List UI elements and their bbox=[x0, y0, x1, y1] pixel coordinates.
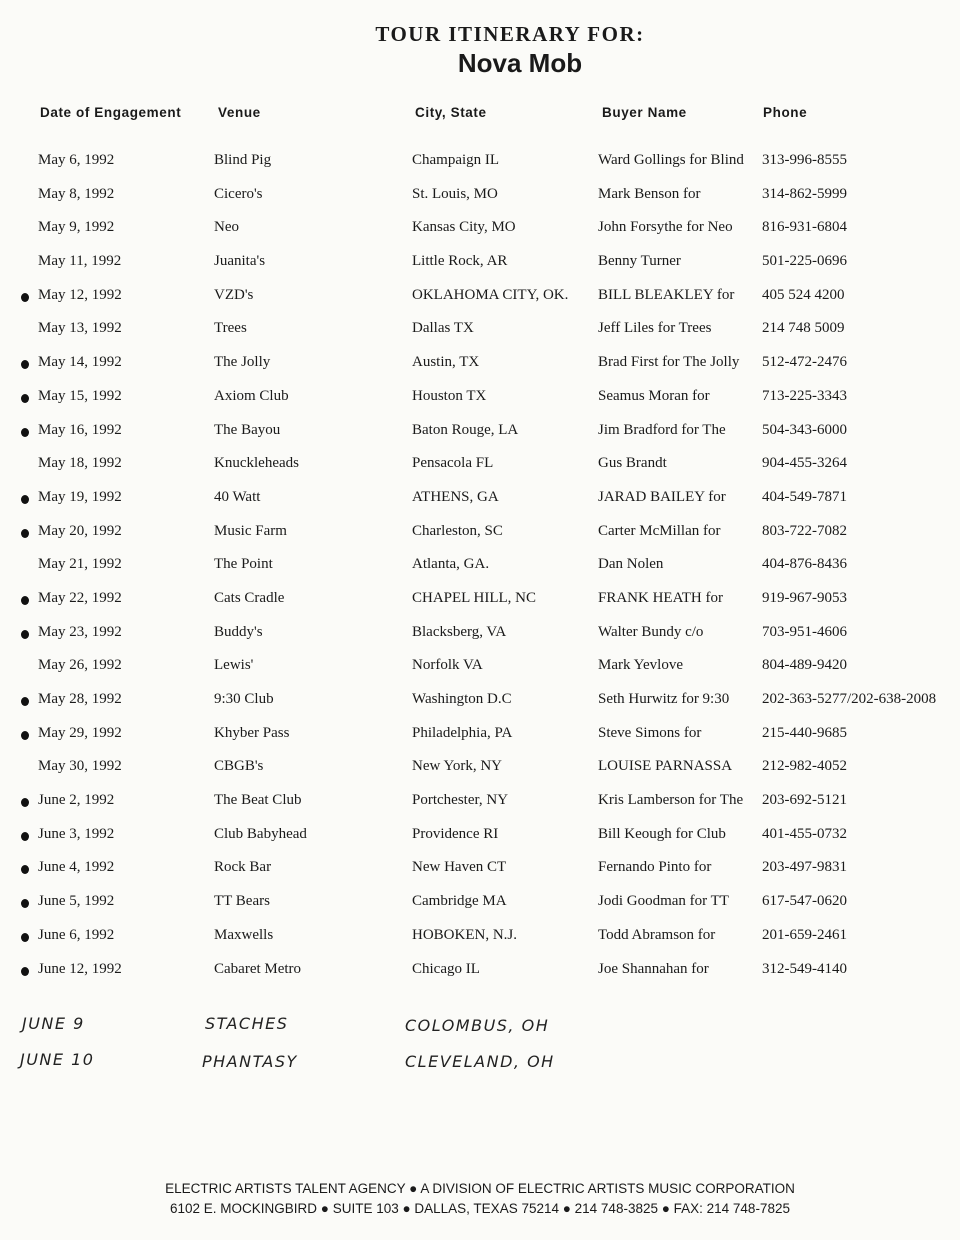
city-state: Portchester, NY bbox=[412, 792, 509, 809]
venue-name: Trees bbox=[214, 320, 247, 337]
phone-number: 212-982-4052 bbox=[762, 758, 847, 775]
phone-number: 713-225-3343 bbox=[762, 387, 847, 404]
buyer-name: Seamus Moran for bbox=[598, 387, 710, 404]
buyer-name: Mark Yevlove bbox=[598, 657, 683, 674]
table-row bbox=[0, 921, 960, 955]
phone-number: 703-951-4606 bbox=[762, 623, 847, 640]
phone-number: 313-996-8555 bbox=[762, 152, 847, 168]
buyer-name: John Forsythe for Neo bbox=[598, 219, 733, 236]
phone-number: 816-931-6804 bbox=[762, 219, 847, 236]
phone-number: 203-497-9831 bbox=[762, 859, 847, 876]
phone-number: 919-967-9053 bbox=[762, 589, 847, 606]
city-state: Chicago IL bbox=[412, 960, 480, 977]
engagement-date: May 13, 1992 bbox=[38, 320, 122, 337]
table-row bbox=[0, 955, 960, 989]
phone-number: 404-876-8436 bbox=[762, 556, 847, 573]
venue-name: Lewis' bbox=[214, 657, 254, 674]
engagement-date: June 12, 1992 bbox=[38, 960, 122, 977]
venue-name: The Bayou bbox=[214, 421, 281, 438]
bullet-mark-icon bbox=[21, 529, 29, 538]
buyer-name: Mark Benson for bbox=[598, 185, 701, 202]
table-row bbox=[0, 584, 960, 618]
city-state: CHAPEL HILL, NC bbox=[412, 589, 537, 606]
header-venue: Venue bbox=[218, 105, 261, 120]
header-city: City, State bbox=[415, 105, 487, 120]
footer-address: 6102 E. MOCKINGBIRD ● SUITE 103 ● DALLAS, TEXAS 75214 ● 214 748-3825 ● FAX: 214 748-7825 bbox=[170, 1201, 790, 1216]
phone-number: 201-659-2461 bbox=[762, 926, 847, 943]
city-state: Dallas TX bbox=[412, 320, 474, 337]
engagement-table bbox=[0, 146, 960, 988]
city-state: Norfolk VA bbox=[412, 657, 483, 674]
table-row bbox=[0, 314, 960, 348]
bullet-mark-icon bbox=[21, 293, 29, 302]
venue-name: Buddy's bbox=[214, 623, 263, 640]
venue-name: Blind Pig bbox=[214, 152, 272, 168]
handwritten-city: CLEVELAND, OH bbox=[405, 1052, 555, 1071]
table-row bbox=[0, 449, 960, 483]
buyer-name: Gus Brandt bbox=[598, 455, 667, 472]
city-state: Providence RI bbox=[412, 825, 499, 842]
phone-number: 804-489-9420 bbox=[762, 657, 847, 674]
engagement-date: May 23, 1992 bbox=[38, 623, 122, 640]
buyer-name: JARAD BAILEY for bbox=[598, 488, 726, 505]
bullet-mark-icon bbox=[21, 596, 29, 605]
buyer-name: Jeff Liles for Trees bbox=[598, 320, 712, 337]
phone-number: 404-549-7871 bbox=[762, 488, 847, 505]
phone-number: 904-455-3264 bbox=[762, 455, 847, 472]
bullet-mark-icon bbox=[21, 495, 29, 504]
bullet-mark-icon bbox=[21, 933, 29, 942]
bullet-mark-icon bbox=[21, 832, 29, 841]
phone-number: 401-455-0732 bbox=[762, 825, 847, 842]
engagement-date: May 18, 1992 bbox=[38, 455, 122, 472]
header-phone: Phone bbox=[763, 105, 808, 120]
header-buyer: Buyer Name bbox=[602, 105, 687, 120]
venue-name: Cats Cradle bbox=[214, 589, 285, 606]
city-state: St. Louis, MO bbox=[412, 185, 498, 202]
phone-number: 312-549-4140 bbox=[762, 960, 847, 977]
buyer-name: Todd Abramson for bbox=[598, 926, 716, 943]
engagement-date: May 9, 1992 bbox=[38, 219, 115, 236]
table-row bbox=[0, 820, 960, 854]
city-state: Charleston, SC bbox=[412, 522, 503, 539]
phone-number: 501-225-0696 bbox=[762, 253, 847, 270]
engagement-date: May 6, 1992 bbox=[38, 152, 115, 168]
phone-number: 202-363-5277/202-638-2008 bbox=[762, 691, 937, 707]
venue-name: Knuckleheads bbox=[214, 455, 299, 472]
engagement-date: May 14, 1992 bbox=[38, 354, 122, 371]
table-row bbox=[0, 786, 960, 820]
phone-number: 803-722-7082 bbox=[762, 522, 847, 539]
table-row bbox=[0, 685, 960, 719]
bullet-mark-icon bbox=[21, 967, 29, 976]
handwritten-venue: STACHES bbox=[205, 1014, 289, 1033]
table-row bbox=[0, 887, 960, 921]
table-row bbox=[0, 382, 960, 416]
footer-agency: ELECTRIC ARTISTS TALENT AGENCY ● A DIVISION OF ELECTRIC ARTISTS MUSIC CORPORATION bbox=[165, 1181, 795, 1196]
engagement-date: May 29, 1992 bbox=[38, 724, 122, 741]
city-state: Pensacola FL bbox=[412, 455, 494, 472]
buyer-name: Brad First for The Jolly bbox=[598, 354, 740, 371]
handwritten-city: COLOMBUS, OH bbox=[405, 1016, 550, 1035]
venue-name: The Point bbox=[214, 556, 273, 573]
city-state: OKLAHOMA CITY, OK. bbox=[412, 286, 569, 303]
venue-name: Neo bbox=[214, 219, 239, 236]
phone-number: 512-472-2476 bbox=[762, 354, 847, 371]
handwritten-date: JUNE 9 bbox=[22, 1014, 85, 1033]
engagement-date: May 22, 1992 bbox=[38, 589, 122, 606]
table-row bbox=[0, 247, 960, 281]
engagement-date: May 21, 1992 bbox=[38, 556, 122, 573]
table-row bbox=[0, 483, 960, 517]
engagement-date: May 20, 1992 bbox=[38, 522, 122, 539]
city-state: Kansas City, MO bbox=[412, 219, 516, 236]
city-state: New York, NY bbox=[412, 758, 503, 775]
city-state: New Haven CT bbox=[412, 859, 507, 876]
bullet-mark-icon bbox=[21, 697, 29, 706]
engagement-date: May 11, 1992 bbox=[38, 253, 122, 270]
buyer-name: Steve Simons for bbox=[598, 724, 702, 741]
city-state: Philadelphia, PA bbox=[412, 724, 513, 741]
city-state: Atlanta, GA. bbox=[412, 556, 490, 573]
engagement-date: May 26, 1992 bbox=[38, 657, 122, 674]
engagement-date: June 6, 1992 bbox=[38, 926, 115, 943]
city-state: Austin, TX bbox=[412, 354, 480, 371]
phone-number: 405 524 4200 bbox=[762, 286, 845, 303]
buyer-name: Benny Turner bbox=[598, 253, 681, 270]
engagement-date: June 2, 1992 bbox=[38, 792, 115, 809]
engagement-date: May 12, 1992 bbox=[38, 286, 122, 303]
city-state: Washington D.C bbox=[412, 691, 512, 707]
venue-name: 9:30 Club bbox=[214, 691, 274, 707]
venue-name: Khyber Pass bbox=[214, 724, 290, 741]
city-state: ATHENS, GA bbox=[412, 488, 499, 505]
table-row bbox=[0, 550, 960, 584]
table-row bbox=[0, 517, 960, 551]
table-row bbox=[0, 281, 960, 315]
venue-name: Maxwells bbox=[214, 926, 274, 943]
phone-number: 314-862-5999 bbox=[762, 185, 847, 202]
city-state: Champaign IL bbox=[412, 152, 500, 168]
engagement-date: June 5, 1992 bbox=[38, 893, 115, 910]
buyer-name: Jim Bradford for The bbox=[598, 421, 726, 438]
engagement-date: June 3, 1992 bbox=[38, 825, 115, 842]
venue-name: VZD's bbox=[214, 286, 254, 303]
city-state: Houston TX bbox=[412, 387, 487, 404]
bullet-mark-icon bbox=[21, 394, 29, 403]
engagement-date: May 19, 1992 bbox=[38, 488, 122, 505]
venue-name: Rock Bar bbox=[214, 859, 272, 876]
venue-name: CBGB's bbox=[214, 758, 264, 775]
city-state: Cambridge MA bbox=[412, 893, 507, 910]
buyer-name: Carter McMillan for bbox=[598, 522, 721, 539]
venue-name: TT Bears bbox=[214, 893, 270, 910]
engagement-date: May 15, 1992 bbox=[38, 387, 122, 404]
buyer-name: Joe Shannahan for bbox=[598, 960, 709, 977]
venue-name: Cabaret Metro bbox=[214, 960, 302, 977]
table-row bbox=[0, 752, 960, 786]
city-state: Little Rock, AR bbox=[412, 253, 508, 270]
engagement-date: May 28, 1992 bbox=[38, 691, 122, 707]
venue-name: Club Babyhead bbox=[214, 825, 307, 842]
buyer-name: Seth Hurwitz for 9:30 bbox=[598, 691, 730, 707]
bullet-mark-icon bbox=[21, 630, 29, 639]
buyer-name: Ward Gollings for Blind bbox=[598, 152, 744, 168]
phone-number: 214 748 5009 bbox=[762, 320, 845, 337]
artist-name: Nova Mob bbox=[457, 48, 583, 78]
buyer-name: BILL BLEAKLEY for bbox=[598, 286, 735, 303]
city-state: Baton Rouge, LA bbox=[412, 421, 519, 438]
venue-name: Juanita's bbox=[214, 253, 266, 270]
document-title: TOUR ITINERARY FOR: bbox=[375, 22, 645, 46]
handwritten-venue: PHANTASY bbox=[202, 1052, 298, 1071]
phone-number: 504-343-6000 bbox=[762, 421, 847, 438]
table-row bbox=[0, 180, 960, 214]
buyer-name: Dan Nolen bbox=[598, 556, 664, 573]
engagement-date: May 30, 1992 bbox=[38, 758, 122, 775]
header-date: Date of Engagement bbox=[40, 105, 182, 120]
buyer-name: LOUISE PARNASSA bbox=[598, 758, 733, 775]
table-row bbox=[0, 348, 960, 382]
bullet-mark-icon bbox=[21, 731, 29, 740]
phone-number: 617-547-0620 bbox=[762, 893, 847, 910]
venue-name: The Jolly bbox=[214, 354, 271, 371]
bullet-mark-icon bbox=[21, 865, 29, 874]
engagement-date: June 4, 1992 bbox=[38, 859, 115, 876]
engagement-date: May 16, 1992 bbox=[38, 421, 122, 438]
table-row bbox=[0, 719, 960, 753]
buyer-name: Walter Bundy c/o bbox=[598, 623, 704, 640]
table-row bbox=[0, 213, 960, 247]
bullet-mark-icon bbox=[21, 360, 29, 369]
venue-name: Axiom Club bbox=[214, 387, 289, 404]
table-row bbox=[0, 146, 960, 180]
engagement-date: May 8, 1992 bbox=[38, 185, 115, 202]
table-row bbox=[0, 618, 960, 652]
bullet-mark-icon bbox=[21, 899, 29, 908]
buyer-name: Kris Lamberson for The bbox=[598, 792, 744, 809]
venue-name: Cicero's bbox=[214, 185, 263, 202]
buyer-name: Bill Keough for Club bbox=[598, 825, 726, 842]
venue-name: 40 Watt bbox=[214, 488, 261, 505]
buyer-name: Jodi Goodman for TT bbox=[598, 893, 729, 910]
buyer-name: FRANK HEATH for bbox=[598, 589, 723, 606]
venue-name: The Beat Club bbox=[214, 792, 302, 809]
table-row bbox=[0, 853, 960, 887]
phone-number: 203-692-5121 bbox=[762, 792, 847, 809]
buyer-name: Fernando Pinto for bbox=[598, 859, 712, 876]
bullet-mark-icon bbox=[21, 798, 29, 807]
city-state: HOBOKEN, N.J. bbox=[412, 926, 517, 943]
table-row bbox=[0, 651, 960, 685]
phone-number: 215-440-9685 bbox=[762, 724, 847, 741]
bullet-mark-icon bbox=[21, 428, 29, 437]
table-row bbox=[0, 416, 960, 450]
handwritten-date: JUNE 10 bbox=[20, 1050, 95, 1069]
city-state: Blacksberg, VA bbox=[412, 623, 507, 640]
venue-name: Music Farm bbox=[214, 522, 287, 539]
